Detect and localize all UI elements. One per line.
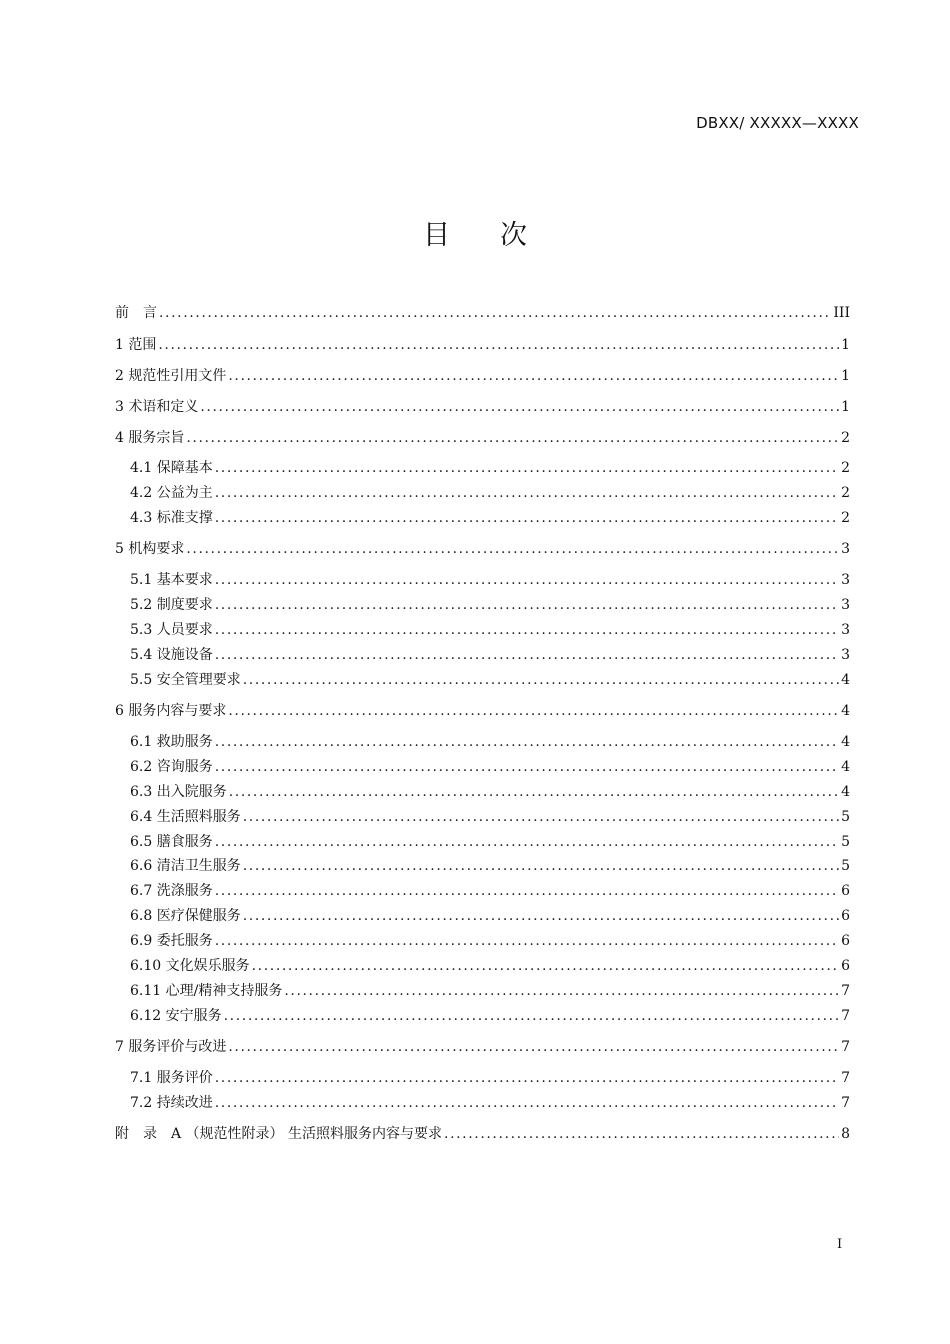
- dot-leader: [215, 482, 839, 504]
- toc-entry-page: 3: [841, 541, 850, 557]
- toc-entry-label: 5.2 制度要求: [130, 597, 213, 613]
- toc-entry-page: 2: [841, 485, 850, 501]
- toc-entry-page: 1: [841, 368, 850, 384]
- toc-entry-page: 5: [841, 809, 850, 825]
- toc-entry-page: 4: [841, 759, 850, 775]
- toc-entry-page: 6: [841, 958, 850, 974]
- toc-subentry[interactable]: [130, 644, 850, 666]
- toc-entry-label: 前 言: [115, 305, 157, 321]
- toc-entry-foreword[interactable]: [115, 302, 850, 324]
- toc-entry-page: III: [833, 305, 850, 321]
- toc-entry-label: 6.4 生活照料服务: [130, 809, 241, 825]
- dot-leader: [159, 302, 831, 324]
- toc-entry-page: 4: [841, 784, 850, 800]
- toc-subentry[interactable]: [130, 507, 850, 529]
- toc-entry-page: 5: [841, 834, 850, 850]
- toc-entry-label: 6.2 咨询服务: [130, 759, 213, 775]
- dot-leader: [252, 955, 839, 977]
- dot-leader: [228, 700, 839, 722]
- dot-leader: [243, 806, 839, 828]
- toc-entry[interactable]: [115, 700, 850, 722]
- document-code: DBXX/ XXXXX—XXXX: [696, 114, 859, 132]
- toc-entry-label: 7 服务评价与改进: [115, 1039, 227, 1055]
- toc-entry-label: 6.7 洗涤服务: [130, 883, 213, 899]
- dot-leader: [215, 457, 839, 479]
- toc-entry-label: 6.6 清洁卫生服务: [130, 858, 241, 874]
- toc-entry-label: 6.10 文化娱乐服务: [130, 958, 250, 974]
- toc-entry-page: 7: [841, 1008, 850, 1024]
- toc-entry[interactable]: [115, 1036, 850, 1058]
- toc-entry-page: 4: [841, 703, 850, 719]
- toc-subentry[interactable]: [130, 806, 850, 828]
- toc-entry-page: 6: [841, 933, 850, 949]
- toc-subentry[interactable]: [130, 880, 850, 902]
- toc-subentry[interactable]: [130, 930, 850, 952]
- toc-entry[interactable]: [115, 538, 850, 560]
- dot-leader: [215, 644, 839, 666]
- toc-subentry[interactable]: [130, 905, 850, 927]
- dot-leader: [215, 1092, 839, 1114]
- toc-subentry[interactable]: [130, 855, 850, 877]
- toc-entry-page: 3: [841, 622, 850, 638]
- dot-leader: [215, 1067, 839, 1089]
- toc-subentry[interactable]: [130, 1092, 850, 1114]
- toc-subentry[interactable]: [130, 756, 850, 778]
- toc-entry-appendix-a[interactable]: [115, 1123, 850, 1145]
- toc-entry-page: 5: [841, 858, 850, 874]
- toc-subentry[interactable]: [130, 980, 850, 1002]
- dot-leader: [215, 594, 839, 616]
- toc-title-part2: 次: [500, 220, 527, 251]
- toc-entry-page: 6: [841, 883, 850, 899]
- dot-leader: [215, 507, 839, 529]
- dot-leader: [284, 980, 839, 1002]
- toc-subentry[interactable]: [130, 619, 850, 641]
- toc-entry-label: 6.11 心理/精神支持服务: [130, 983, 283, 999]
- toc-entry-label: 6.5 膳食服务: [130, 834, 213, 850]
- toc-entry-page: 4: [841, 734, 850, 750]
- dot-leader: [215, 619, 839, 641]
- toc-entry-page: 4: [841, 672, 850, 688]
- toc-entry-page: 6: [841, 908, 850, 924]
- toc-subentry[interactable]: [130, 594, 850, 616]
- dot-leader: [228, 365, 839, 387]
- toc-entry[interactable]: [115, 365, 850, 387]
- dot-leader: [228, 1036, 839, 1058]
- toc-subentry[interactable]: [130, 731, 850, 753]
- toc-entry-label: 6.1 救助服务: [130, 734, 213, 750]
- toc-subentry[interactable]: [130, 1067, 850, 1089]
- dot-leader: [158, 334, 839, 356]
- toc-entry-page: 2: [841, 460, 850, 476]
- toc-subentry[interactable]: [130, 831, 850, 853]
- toc-entry-label: 5 机构要求: [115, 541, 185, 557]
- toc-entry-page: 8: [841, 1126, 850, 1142]
- toc-entry-page: 7: [841, 983, 850, 999]
- toc-entry[interactable]: [115, 396, 850, 418]
- dot-leader: [215, 731, 839, 753]
- toc-entry-label: 7.2 持续改进: [130, 1095, 213, 1111]
- toc-entry-label: 5.1 基本要求: [130, 572, 213, 588]
- toc-entry-label: 3 术语和定义: [115, 399, 199, 415]
- toc-entry-label: 4.2 公益为主: [130, 485, 213, 501]
- toc-entry-page: 3: [841, 572, 850, 588]
- toc-subentry[interactable]: [130, 1005, 850, 1027]
- toc-entry-page: 3: [841, 597, 850, 613]
- toc-entry-label: 6.3 出入院服务: [130, 784, 227, 800]
- toc-entry-label: 5.3 人员要求: [130, 622, 213, 638]
- toc-title-part1: 目: [423, 220, 450, 251]
- toc-entry-label: 4 服务宗旨: [115, 430, 185, 446]
- dot-leader: [229, 781, 839, 803]
- toc-subentry[interactable]: [130, 482, 850, 504]
- toc-entry-label: 4.1 保障基本: [130, 460, 213, 476]
- toc-entry-label: 6.8 医疗保健服务: [130, 908, 241, 924]
- toc-entry-label: 附 录 A （规范性附录） 生活照料服务内容与要求: [115, 1126, 443, 1142]
- page-number: I: [837, 1237, 843, 1252]
- toc-entry-page: 7: [841, 1070, 850, 1086]
- toc-entry-label: 6.12 安宁服务: [130, 1008, 222, 1024]
- toc-entry-page: 1: [841, 399, 850, 415]
- toc-entry-page: 1: [841, 337, 850, 353]
- toc-subentry[interactable]: [130, 955, 850, 977]
- toc-entry-label: 2 规范性引用文件: [115, 368, 227, 384]
- dot-leader: [243, 669, 839, 691]
- toc-entry-label: 6.9 委托服务: [130, 933, 213, 949]
- toc-entry-page: 2: [841, 510, 850, 526]
- dot-leader: [224, 1005, 839, 1027]
- dot-leader: [186, 427, 839, 449]
- dot-leader: [215, 930, 839, 952]
- dot-leader: [243, 855, 839, 877]
- dot-leader: [215, 569, 839, 591]
- toc-subentry[interactable]: [130, 669, 850, 691]
- toc-entry-label: 4.3 标准支撑: [130, 510, 213, 526]
- toc-entry-label: 1 范围: [115, 337, 157, 353]
- toc-entry[interactable]: [115, 427, 850, 449]
- toc-subentry[interactable]: [130, 569, 850, 591]
- toc-subentry[interactable]: [130, 781, 850, 803]
- toc-entry-label: 6 服务内容与要求: [115, 703, 227, 719]
- toc-entry-label: 5.5 安全管理要求: [130, 672, 241, 688]
- toc-entry-page: 3: [841, 647, 850, 663]
- dot-leader: [215, 831, 839, 853]
- toc-entry-page: 7: [841, 1095, 850, 1111]
- dot-leader: [186, 538, 839, 560]
- toc-entry-page: 2: [841, 430, 850, 446]
- toc-title: [0, 213, 950, 252]
- toc-entry-label: 7.1 服务评价: [130, 1070, 213, 1086]
- dot-leader: [444, 1123, 839, 1145]
- toc-entry-page: 7: [841, 1039, 850, 1055]
- toc-entry-label: 5.4 设施设备: [130, 647, 213, 663]
- dot-leader: [215, 756, 839, 778]
- dot-leader: [243, 905, 839, 927]
- dot-leader: [215, 880, 839, 902]
- toc-subentry[interactable]: [130, 457, 850, 479]
- toc-entry[interactable]: [115, 334, 850, 356]
- dot-leader: [200, 396, 839, 418]
